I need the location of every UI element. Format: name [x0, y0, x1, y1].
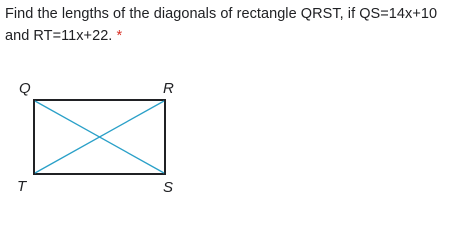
- vertex-label-s: S: [163, 179, 174, 196]
- question-text: Find the lengths of the diagonals of rectangle QRST, if QS=14x+10 and RT=11x+22.: [5, 6, 438, 44]
- required-asterisk: *: [116, 28, 123, 44]
- vertex-label-q: Q: [19, 80, 31, 97]
- vertex-label-r: R: [163, 80, 174, 97]
- vertex-label-t: T: [17, 178, 27, 195]
